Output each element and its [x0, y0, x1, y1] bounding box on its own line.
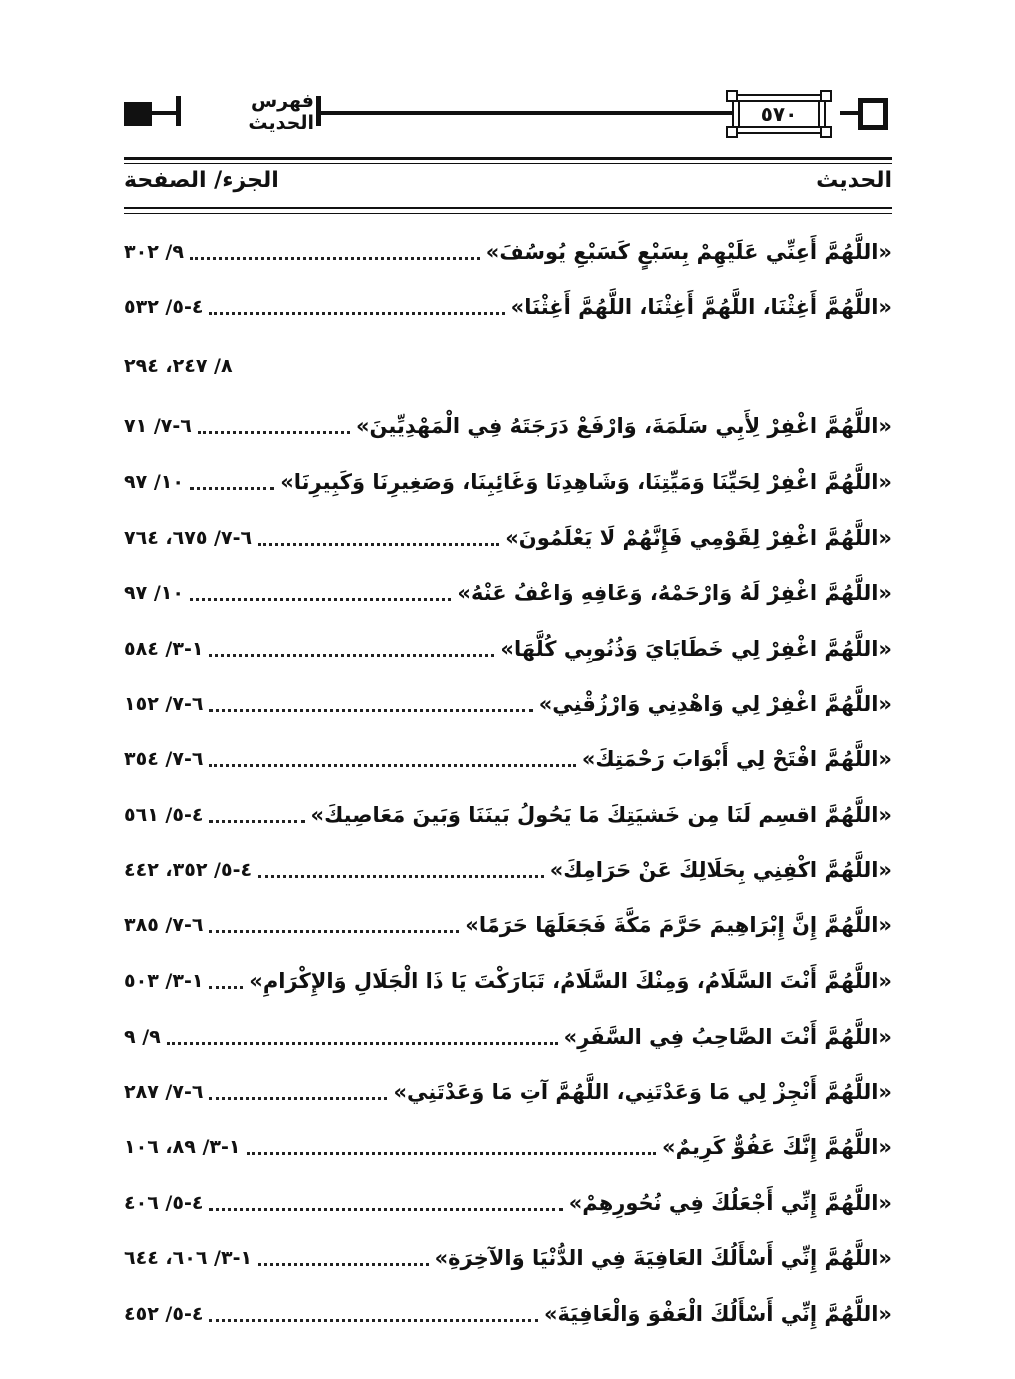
index-entry — [124, 795, 892, 835]
hadith-text: «اللَّهُمَّ إِنَّكَ عَفُوٌّ كَرِيمٌ» — [662, 1135, 892, 1159]
page-number-box — [718, 94, 840, 134]
index-entry — [124, 629, 892, 669]
volume-page-ref: ١-٣/ ٥٠٣ — [124, 970, 204, 992]
volume-page-ref: ٤-٥/ ٣٥٢، ٤٤٢ — [124, 859, 253, 881]
index-entry — [124, 1127, 892, 1167]
leader-dots — [190, 257, 480, 260]
volume-page-ref: ٦-٧/ ٣٨٥ — [124, 914, 204, 936]
leader-dots — [258, 875, 544, 878]
index-entry-continuation — [124, 346, 892, 386]
volume-page-ref: ٦-٧/ ٣٥٤ — [124, 748, 204, 770]
index-entry — [124, 905, 892, 945]
index-entry — [124, 518, 892, 558]
volume-page-ref: ٨/ ٢٤٧، ٢٩٤ — [124, 355, 233, 377]
volume-page-ref: ٩/ ٣٠٢ — [124, 241, 184, 263]
index-entry — [124, 287, 892, 327]
index-entry — [124, 462, 892, 502]
running-header — [124, 90, 892, 140]
leader-dots — [209, 312, 504, 315]
leader-dots — [167, 1042, 558, 1045]
leader-dots — [209, 709, 532, 712]
hadith-text: «اللَّهُمَّ اغْفِرْ لِي وَاهْدِنِي وَارْزُقْنِي» — [538, 692, 892, 716]
leader-dots — [209, 820, 304, 823]
leader-dots — [198, 431, 350, 434]
header-rule-thick — [124, 157, 892, 160]
volume-page-ref: ١٠/ ٩٧ — [124, 471, 184, 493]
hadith-text: «اللَّهُمَّ اغْفِرْ لِأَبِي سَلَمَةَ، وَارْفَعْ دَرَجَتَهُ فِي الْمَهْدِيِّينَ» — [355, 414, 892, 438]
hadith-text: «اللَّهُمَّ اقسِم لَنَا مِن خَشيَتِكَ مَا يَحُولُ بَينَنَا وَبَينَ مَعَاصِيكَ» — [310, 803, 892, 827]
leader-dots — [190, 598, 451, 601]
leader-dots — [209, 1319, 538, 1322]
leader-dots — [258, 1263, 428, 1266]
header-ornament-left-block — [124, 102, 152, 126]
header-ornament-right-square — [858, 98, 888, 130]
column-heading-hadith: الحديث — [816, 168, 892, 193]
column-heading-rule-thick — [124, 207, 892, 209]
header-rule-middle — [321, 111, 732, 115]
index-entry — [124, 1294, 892, 1334]
index-entry — [124, 573, 892, 613]
index-entry — [124, 1072, 892, 1112]
hadith-text: «اللَّهُمَّ افْتَحْ لِي أَبْوَابَ رَحْمَتِكَ» — [581, 747, 892, 771]
volume-page-ref: ١-٣/ ٦٠٦، ٦٤٤ — [124, 1247, 253, 1269]
leader-dots — [209, 986, 243, 989]
leader-dots — [247, 1152, 657, 1155]
column-heading-rule-thin — [124, 213, 892, 214]
index-entry — [124, 232, 892, 272]
index-entry — [124, 1183, 892, 1223]
leader-dots — [258, 543, 499, 546]
volume-page-ref: ١-٣/ ٥٨٤ — [124, 638, 204, 660]
volume-page-ref: ٦-٧/ ٢٨٧ — [124, 1081, 204, 1103]
index-entry — [124, 961, 892, 1001]
hadith-text: «اللَّهُمَّ إِنِّي أَسْأَلُكَ العَافِيَةَ فِي الدُّنْيَا وَالآخِرَةِ» — [434, 1246, 892, 1270]
leader-dots — [190, 487, 274, 490]
index-entry — [124, 1017, 892, 1057]
header-rule-right — [840, 111, 858, 115]
hadith-text: «اللَّهُمَّ أَعِنِّي عَلَيْهِمْ بِسَبْعٍ كَسَبْعِ يُوسُفَ» — [485, 240, 892, 264]
leader-dots — [209, 764, 575, 767]
page-number: ٥٧٠ — [738, 100, 820, 128]
header-ornament-left-line — [152, 111, 176, 115]
index-entry — [124, 406, 892, 446]
volume-page-ref: ٦-٧/ ٦٧٥، ٧٦٤ — [124, 527, 253, 549]
volume-page-ref: ١-٣/ ٨٩، ١٠٦ — [124, 1136, 241, 1158]
volume-page-ref: ٦-٧/ ١٥٢ — [124, 693, 204, 715]
hadith-text: «اللَّهُمَّ اغْفِرْ لِقَوْمِي فَإِنَّهُمْ لَا يَعْلَمُونَ» — [505, 526, 892, 550]
index-entry — [124, 1238, 892, 1278]
volume-page-ref: ٤-٥/ ٥٣٢ — [124, 296, 204, 318]
volume-page-ref: ٤-٥/ ٤٠٦ — [124, 1192, 204, 1214]
volume-page-ref: ٤-٥/ ٥٦١ — [124, 804, 204, 826]
header-ornament-bar-left — [176, 96, 181, 126]
index-entry — [124, 850, 892, 890]
header-rule-thin — [124, 163, 892, 164]
hadith-text: «اللَّهُمَّ اغْفِرْ لَهُ وَارْحَمْهُ، وَعَافِهِ وَاعْفُ عَنْهُ» — [457, 581, 892, 605]
volume-page-ref: ٤-٥/ ٤٥٢ — [124, 1303, 204, 1325]
hadith-text: «اللَّهُمَّ أَنْتَ الصَّاحِبُ فِي السَّفَرِ» — [563, 1025, 892, 1049]
leader-dots — [209, 654, 494, 657]
hadith-text: «اللَّهُمَّ أَنْتَ السَّلَامُ، وَمِنْكَ السَّلَامُ، تَبَارَكْتَ يَا ذَا الْجَلَالِ وَالإِكْرَامِ» — [249, 969, 892, 993]
hadith-text: «اللَّهُمَّ إِنَّ إِبْرَاهِيمَ حَرَّمَ مَكَّةَ فَجَعَلَهَا حَرَمًا» — [465, 913, 892, 937]
hadith-text: «اللَّهُمَّ اكْفِنِي بِحَلَالِكَ عَنْ حَرَامِكَ» — [549, 858, 892, 882]
leader-dots — [209, 930, 459, 933]
hadith-text: «اللَّهُمَّ اغْفِرْ لِحَيِّنَا وَمَيِّتِنَا، وَشَاهِدِنَا وَغَائِبِنَا، وَصَغِيرِنَا وَكَبِيرِنَا» — [280, 470, 892, 494]
hadith-text: «اللَّهُمَّ اغْفِرْ لِي خَطَايَايَ وَذُنُوبِي كُلَّهَا» — [500, 637, 892, 661]
leader-dots — [209, 1208, 562, 1211]
index-entry — [124, 684, 892, 724]
hadith-text: «اللَّهُمَّ إِنِّي أَسْأَلُكَ الْعَفْوَ وَالْعَافِيَةَ» — [543, 1302, 892, 1326]
volume-page-ref: ٦-٧/ ٧١ — [124, 415, 192, 437]
column-heading-volume-page: الجزء/ الصفحة — [124, 168, 279, 193]
hadith-text: «اللَّهُمَّ إِنِّي أَجْعَلُكَ فِي نُحُورِهِمْ» — [568, 1191, 892, 1215]
hadith-text: «اللَّهُمَّ أَغِثْنَا، اللَّهُمَّ أَغِثْنَا، اللَّهُمَّ أَغِثْنَا» — [510, 295, 892, 319]
header-title: فهرس الحديث — [248, 90, 314, 134]
index-entry — [124, 739, 892, 779]
hadith-text: «اللَّهُمَّ أَنْجِزْ لِي مَا وَعَدْتَنِي، اللَّهُمَّ آتِ مَا وَعَدْتَنِي» — [393, 1080, 892, 1104]
leader-dots — [209, 1097, 387, 1100]
volume-page-ref: ٩/ ٩ — [124, 1026, 161, 1048]
volume-page-ref: ١٠/ ٩٧ — [124, 582, 184, 604]
